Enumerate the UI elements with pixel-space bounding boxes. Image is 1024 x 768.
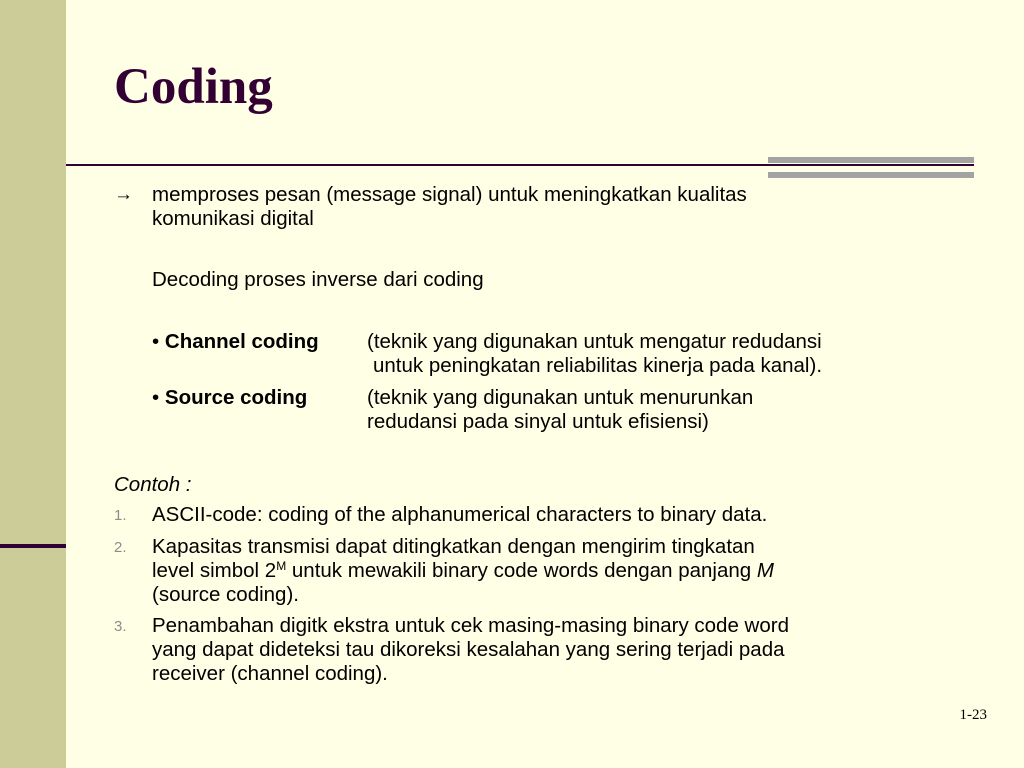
channel-coding-label: Channel coding [164, 330, 319, 353]
channel-coding-desc-1: (teknik yang digunakan untuk mengatur redudansi [367, 330, 822, 353]
intro-line-1: memproses pesan (message signal) untuk meningkatkan kualitas [152, 183, 747, 206]
channel-coding-desc-2: untuk peningkatan reliabilitas kinerja pada kanal). [373, 354, 823, 377]
list-item-2-line-2: level simbol $2^M$ untuk mewakili binary code words dengan panjang M [152, 559, 774, 582]
list-item-3-line-1: Penambahan digitk ekstra untuk cek masing-masing binary code word [152, 614, 789, 637]
title-rule-accent-top [768, 157, 974, 163]
decoding-text: Decoding proses inverse dari coding [152, 268, 484, 291]
list-number: 2. [114, 539, 127, 556]
source-coding-label: Source coding [164, 386, 308, 409]
title-rule [66, 164, 974, 166]
list-item-2-line-3: (source coding). [152, 583, 299, 606]
list-number: 3. [114, 618, 127, 635]
intro-line-2: komunikasi digital [152, 207, 314, 230]
left-band-divider [0, 544, 66, 548]
source-coding-item [152, 386, 307, 410]
bullet-icon: • [152, 330, 160, 353]
left-accent-band [0, 0, 66, 768]
bullet-icon: • [152, 386, 160, 409]
slide-title: Coding [114, 59, 273, 115]
source-coding-desc-1: (teknik yang digunakan untuk menurunkan [367, 386, 754, 409]
list-item-3-line-3: receiver (channel coding). [152, 662, 388, 685]
list-item-1: ASCII-code: coding of the alphanumerical characters to binary data. [152, 503, 768, 526]
title-rule-accent-bottom [768, 172, 974, 178]
slide-number: 1-23 [959, 707, 987, 723]
source-coding-desc-2: redudansi pada sinyal untuk efisiensi) [367, 410, 709, 433]
list-item-3-line-2: yang dapat dideteksi tau dikoreksi kesalahan yang sering terjadi pada [152, 638, 785, 661]
list-number: 1. [114, 507, 127, 524]
arrow-bullet-icon: → [114, 184, 133, 205]
contoh-heading: Contoh : [114, 473, 192, 496]
channel-coding-item [152, 330, 319, 354]
list-item-2-line-1: Kapasitas transmisi dapat ditingkatkan dengan mengirim tingkatan [152, 535, 755, 558]
